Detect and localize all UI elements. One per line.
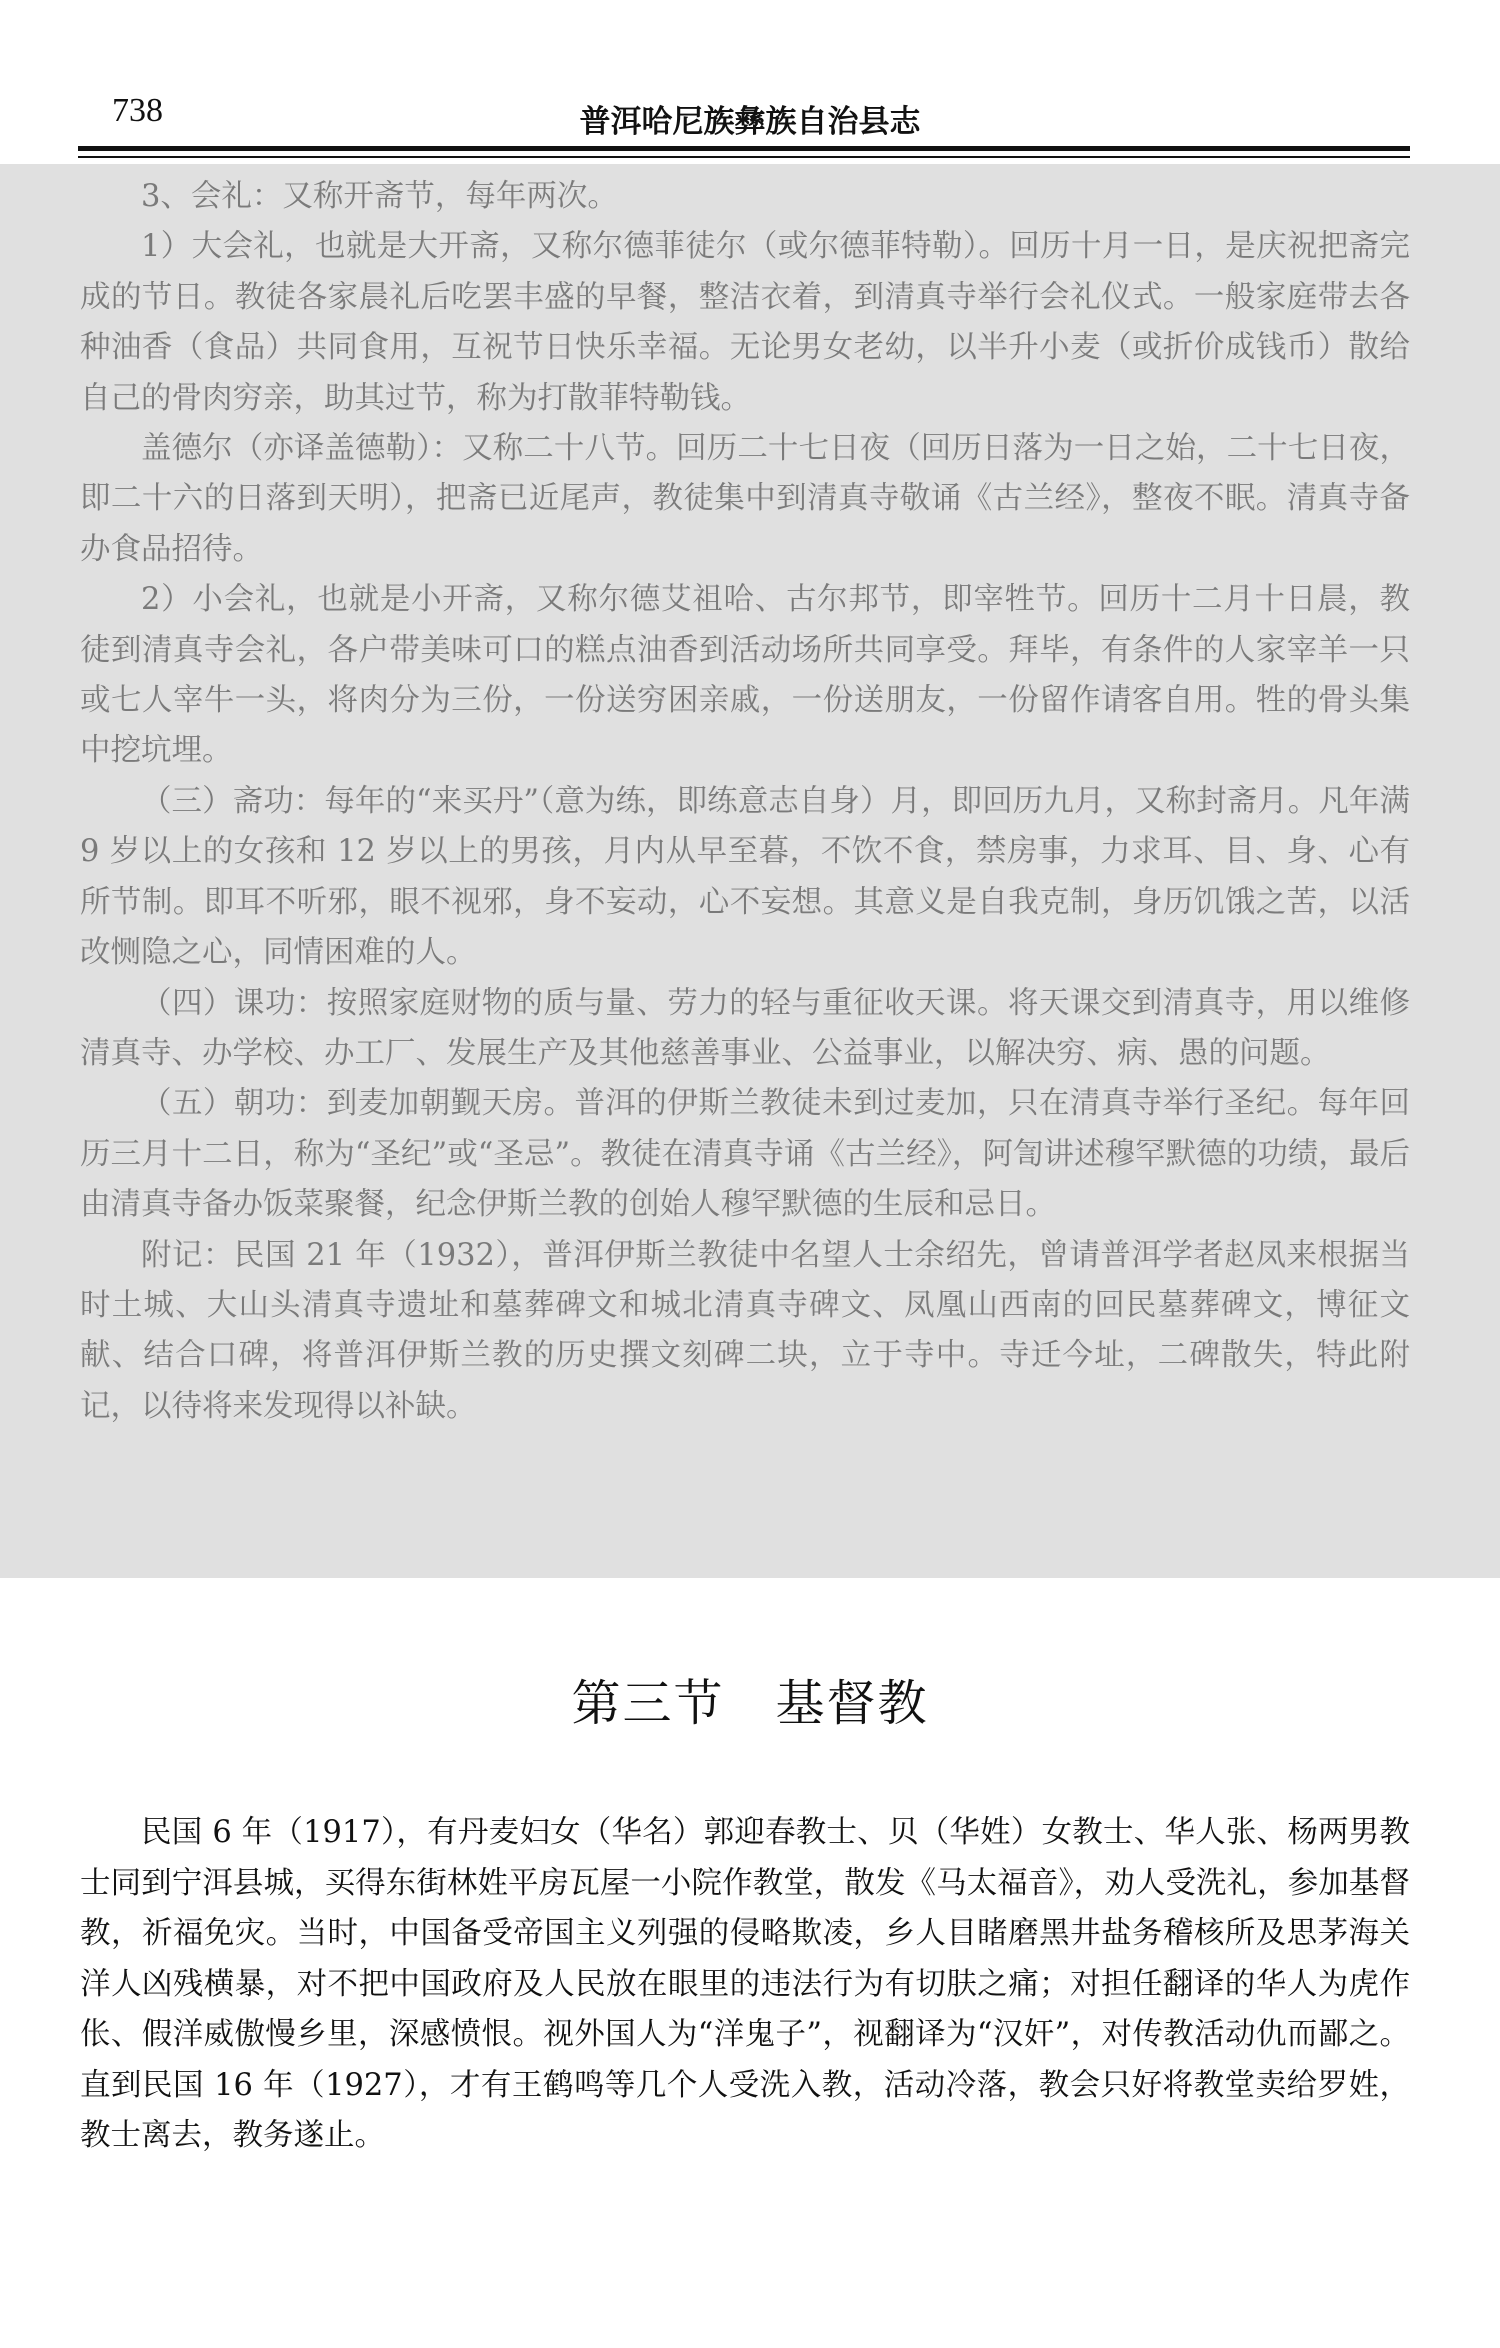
- header-rule-thick: [78, 146, 1410, 151]
- running-title: 普洱哈尼族彝族自治县志: [579, 104, 921, 140]
- paragraph-huili: 3、会礼：又称开斋节，每年两次。: [141, 179, 618, 214]
- paragraph-chaogong: （五）朝功：到麦加朝觐天房。普洱的伊斯兰教徒未到过麦加，只在清真寺举行圣纪。每年回历三月十二日，称为“圣纪”或“圣忌”。教徒在清真寺诵《古兰经》，阿訇讲述穆罕默德的功绩，最后由清真寺备办饭菜聚餐，纪念伊斯兰教的创始人穆罕默德的生辰和忌日。: [80, 1086, 1410, 1223]
- paragraph-appendix-note: 附记：民国 21 年（1932），普洱伊斯兰教徒中名望人士余绍先，曾请普洱学者赵凤来根据当时土城、大山头清真寺遗址和墓葬碑文和城北清真寺碑文、凤凰山西南的回民墓葬碑文，博征文献、结合口碑，将普洱伊斯兰教的历史撰文刻碑二块，立于寺中。寺迁今址，二碑散失，特此附记，以待将来发现得以补缺。: [80, 1237, 1410, 1424]
- paragraph-kegong: （四）课功：按照家庭财物的质与量、劳力的轻与重征收天课。将天课交到清真寺，用以维修清真寺、办学校、办工厂、发展生产及其他慈善事业、公益事业，以解决穷、病、愚的问题。: [80, 985, 1410, 1071]
- paragraph-xiao-huili: 2）小会礼，也就是小开斋，又称尔德艾祖哈、古尔邦节，即宰牲节。回历十二月十日晨，教徒到清真寺会礼，各户带美味可口的糕点油香到活动场所共同享受。拜毕，有条件的人家宰羊一只或七人宰牛一头，将肉分为三份，一份送穷困亲戚，一份送朋友，一份留作请客自用。牲的骨头集中挖坑埋。: [80, 582, 1410, 769]
- section-heading: 第三节 基督教: [571, 1675, 929, 1732]
- paragraph-da-huili: 1）大会礼，也就是大开斋，又称尔德菲徒尔（或尔德菲特勒）。回历十月一日，是庆祝把斋完成的节日。教徒各家晨礼后吃罢丰盛的早餐，整洁衣着，到清真寺举行会礼仪式。一般家庭带去各种油香（食品）共同食用，互祝节日快乐幸福。无论男女老幼，以半升小麦（或折价成钱币）散给自己的骨肉穷亲，助其过节，称为打散菲特勒钱。: [80, 229, 1410, 416]
- paragraph-zhaigong: （三）斋功：每年的“来买丹”（意为练，即练意志自身）月，即回历九月，又称封斋月。凡年满 9 岁以上的女孩和 12 岁以上的男孩，月内从早至暮，不饮不食，禁房事，力求耳、目、身、心有所节制。即耳不听邪，眼不视邪，身不妄动，心不妄想。其意义是自我克制，身历饥饿之苦，以活改恻隐之心，同情困难的人。: [80, 783, 1410, 971]
- section-body: [80, 1808, 1410, 2162]
- shaded-text: [80, 172, 1410, 1432]
- paragraph-christianity: 民国 6 年（1917），有丹麦妇女（华名）郭迎春教士、贝（华姓）女教士、华人张、杨两男教士同到宁洱县城，买得东街林姓平房瓦屋一小院作教堂，散发《马太福音》，劝人受洗礼，参加基督教，祈福免灾。当时，中国备受帝国主义列强的侵略欺凌，乡人目睹磨黑井盐务稽核所及思茅海关洋人凶残横暴，对不把中国政府及人民放在眼里的违法行为有切肤之痛；对担任翻译的华人为虎作伥、假洋威傲慢乡里，深感愤恨。视外国人为“洋鬼子”，视翻译为“汉奸”，对传教活动仇而鄙之。直到民国 16 年（1927），才有王鹤鸣等几个人受洗入教，活动冷落，教会只好将教堂卖给罗姓，教士离去，教务遂止。: [80, 1815, 1410, 2153]
- paragraph-gaideer: 盖德尔（亦译盖德勒）：又称二十八节。回历二十七日夜（回历日落为一日之始，二十七日夜，即二十六的日落到天明），把斋已近尾声，教徒集中到清真寺敬诵《古兰经》，整夜不眠。清真寺备办食品招待。: [80, 431, 1410, 567]
- header-rule-thin: [78, 156, 1410, 158]
- page-number: 738: [112, 92, 163, 129]
